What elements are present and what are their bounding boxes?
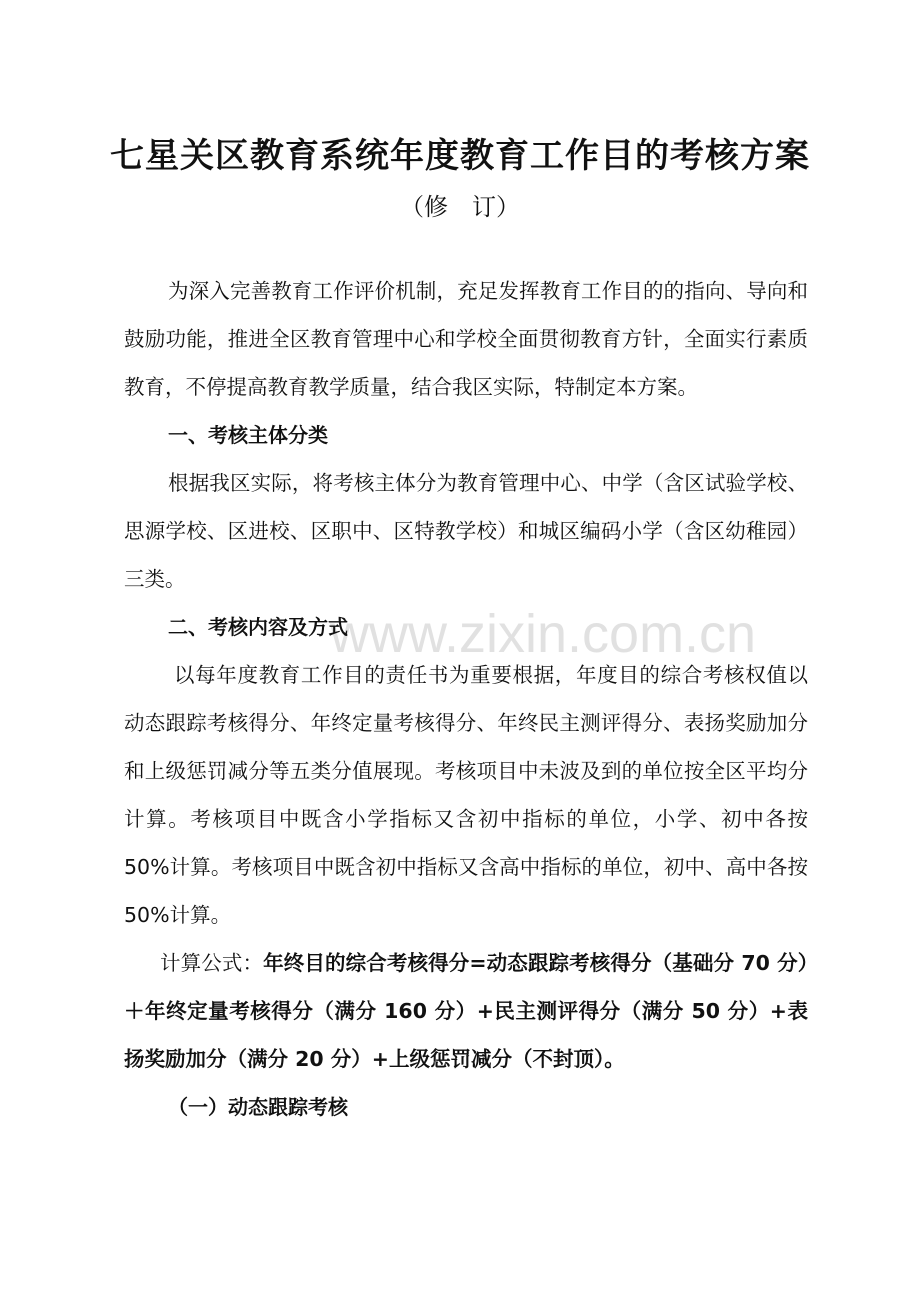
document-title: 七星关区教育系统年度教育工作目的考核方案 [110, 136, 810, 176]
formula-paragraph [124, 939, 808, 1083]
formula-label: 计算公式： [160, 951, 264, 975]
intro-paragraph: 为深入完善教育工作评价机制，充足发挥教育工作目的的指向、导向和鼓励功能，推进全区教育管理中心和学校全面贯彻教育方针，全面实行素质教育，不停提高教育教学质量，结合我区实际，特制定本方案。 [124, 279, 808, 399]
section-heading-1: 一、考核主体分类 [168, 423, 328, 447]
section-heading-2: 二、考核内容及方式 [168, 615, 348, 639]
section-1-paragraph: 根据我区实际，将考核主体分为教育管理中心、中学（含区试验学校、思源学校、区进校、区职中、区特教学校）和城区编码小学（含区幼稚园）三类。 [124, 471, 808, 591]
section-2-paragraph: 以每年度教育工作目的责任书为重要根据，年度目的综合考核权值以动态跟踪考核得分、年终定量考核得分、年终民主测评得分、表扬奖励加分和上级惩罚减分等五类分值展现。考核项目中未波及到的单位按全区平均分计算。考核项目中既含小学指标又含初中指标的单位，小学、初中各按 50%计算。考核项目中既含初中指标又含高中指标的单位，初中、高中各按 50%计算。 [124, 663, 808, 927]
subsection-heading-1: （一）动态跟踪考核 [168, 1095, 348, 1119]
watermark: www.zixin.com.cn [330, 604, 757, 664]
formula-text: 年终目的综合考核得分=动态跟踪考核得分（基础分 70 分）＋年终定量考核得分（满分 160 分）+民主测评得分（满分 50 分）+表扬奖励加分（满分 20 分）+上级惩罚减分（不封顶）。 [124, 951, 808, 1071]
document-subtitle: （修 订） [400, 193, 520, 221]
document-body [124, 267, 808, 1131]
